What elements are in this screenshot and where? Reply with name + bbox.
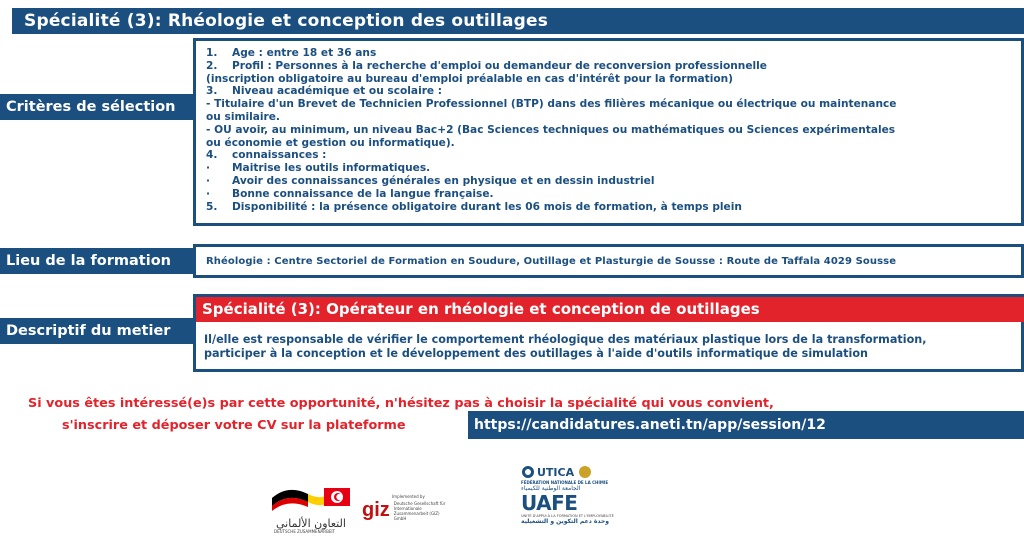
criteria-text: Bonne connaissance de la langue française. bbox=[232, 187, 494, 200]
item-number: 2. bbox=[206, 59, 218, 72]
criteria-text: (inscription obligatoire au bureau d'emploi préalable en cas d'intérêt pour la formation) bbox=[206, 72, 734, 85]
bullet-marker: · bbox=[206, 174, 211, 187]
item-number: 4. bbox=[206, 149, 218, 162]
criteria-line bbox=[206, 124, 1021, 137]
criteria-text: ou similaire. bbox=[206, 110, 280, 123]
application-link[interactable]: https://candidatures.aneti.tn/app/session/12 bbox=[468, 411, 1024, 439]
giz-wordmark: giz bbox=[362, 499, 390, 521]
uafe-wordmark: UAFE bbox=[521, 491, 578, 515]
item-number: 1. bbox=[206, 47, 218, 59]
criteria-line bbox=[206, 188, 1021, 201]
flags-ribbon-icon bbox=[268, 480, 358, 514]
location-label: Lieu de la formation bbox=[0, 248, 193, 274]
criteria-text: connaissances : bbox=[232, 149, 327, 162]
criteria-line bbox=[206, 60, 1021, 73]
criteria-text: Maitrise les outils informatiques. bbox=[232, 162, 431, 175]
giz-implemented-text: Implemented by bbox=[392, 494, 425, 499]
criteria-text: ou économie et gestion ou informatique). bbox=[206, 136, 455, 149]
bullet-marker: · bbox=[206, 187, 211, 200]
criteria-line bbox=[206, 175, 1021, 188]
description-label: Descriptif du metier bbox=[0, 318, 193, 344]
bullet-marker: · bbox=[206, 162, 211, 175]
criteria-text: - OU avoir, au minimum, un niveau Bac+2 (Bac Sciences techniques ou mathématiques ou Sciences expérimentales bbox=[206, 123, 896, 136]
criteria-line bbox=[206, 85, 1021, 98]
coop-german-text: DEUTSCHE ZUSAMMENARBEIT bbox=[274, 529, 335, 534]
criteria-line bbox=[206, 47, 1021, 60]
criteria-text: Age : entre 18 et 36 ans bbox=[232, 47, 377, 59]
criteria-text: Disponibilité : la présence obligatoire durant les 06 mois de formation, à temps plein bbox=[232, 200, 742, 213]
criteria-text: - Titulaire d'un Brevet de Technicien Professionnel (BTP) dans des filières mécanique ou électrique ou maintenance bbox=[206, 98, 897, 111]
criteria-line bbox=[206, 162, 1021, 175]
criteria-text: Avoir des connaissances générales en physique et en dessin industriel bbox=[232, 174, 655, 187]
german-cooperation-logo bbox=[268, 480, 358, 536]
item-number: 3. bbox=[206, 85, 218, 98]
utica-badge-icon bbox=[578, 465, 592, 479]
utica-emblem-icon bbox=[521, 465, 535, 479]
coop-arabic-text: التعاون الألماني bbox=[276, 517, 346, 530]
description-line: Il/elle est responsable de vérifier le comportement rhéologique des matériaux plastique lors de la transformation, bbox=[204, 333, 927, 346]
utica-wordmark: UTICA bbox=[537, 465, 575, 479]
page-title: Spécialité (3): Rhéologie et conception des outillages bbox=[12, 8, 1024, 34]
description-line: participer à la conception et le développement des outillages à l'aide d'outils informatique de simulation bbox=[204, 347, 869, 360]
criteria-list bbox=[206, 47, 1021, 213]
giz-logo bbox=[362, 494, 452, 528]
uafe-subtitle: UNITÉ D'APPUI À LA FORMATION ET L'EMPLOYABILITÉ bbox=[521, 514, 614, 518]
utica-uafe-logo bbox=[521, 464, 614, 544]
criteria-text: Niveau académique et ou scolaire : bbox=[232, 85, 443, 98]
description-header: Spécialité (3): Opérateur en rhéologie et conception de outillages bbox=[196, 297, 1024, 322]
criteria-line bbox=[206, 73, 1021, 86]
criteria-line bbox=[206, 149, 1021, 162]
utica-federation-text: FÉDÉRATION NATIONALE DE LA CHIMIE bbox=[521, 480, 609, 485]
criteria-text: Profil : Personnes à la recherche d'emploi ou demandeur de reconversion professionnelle bbox=[232, 59, 767, 72]
criteria-line bbox=[206, 111, 1021, 124]
criteria-line bbox=[206, 98, 1021, 111]
location-text: Rhéologie : Centre Sectoriel de Formation en Soudure, Outillage et Plasturgie de Sousse : Route de Taffala 4029 Sousse bbox=[206, 256, 897, 267]
criteria-label: Critères de sélection bbox=[0, 94, 193, 120]
item-number: 5. bbox=[206, 200, 218, 213]
cta-line-2: s'inscrire et déposer votre CV sur la plateforme bbox=[62, 418, 406, 433]
criteria-box bbox=[193, 38, 1024, 226]
uafe-arabic-text: وحدة دعم التكوين و التشغيلية bbox=[521, 518, 609, 525]
cta-line-1: Si vous êtes intéressé(e)s par cette opportunité, n'hésitez pas à choisir la spécialité qui vous convient, bbox=[28, 396, 774, 411]
giz-full-name: Deutsche Gesellschaft für Internationale Zusammenarbeit (GIZ) GmbH bbox=[393, 500, 446, 521]
utica-arabic-text: الجامعة الوطنية للكيمياء bbox=[521, 485, 581, 492]
description-box bbox=[193, 294, 1024, 372]
criteria-line bbox=[206, 201, 1021, 214]
criteria-line bbox=[206, 137, 1021, 150]
location-box bbox=[193, 244, 1024, 278]
